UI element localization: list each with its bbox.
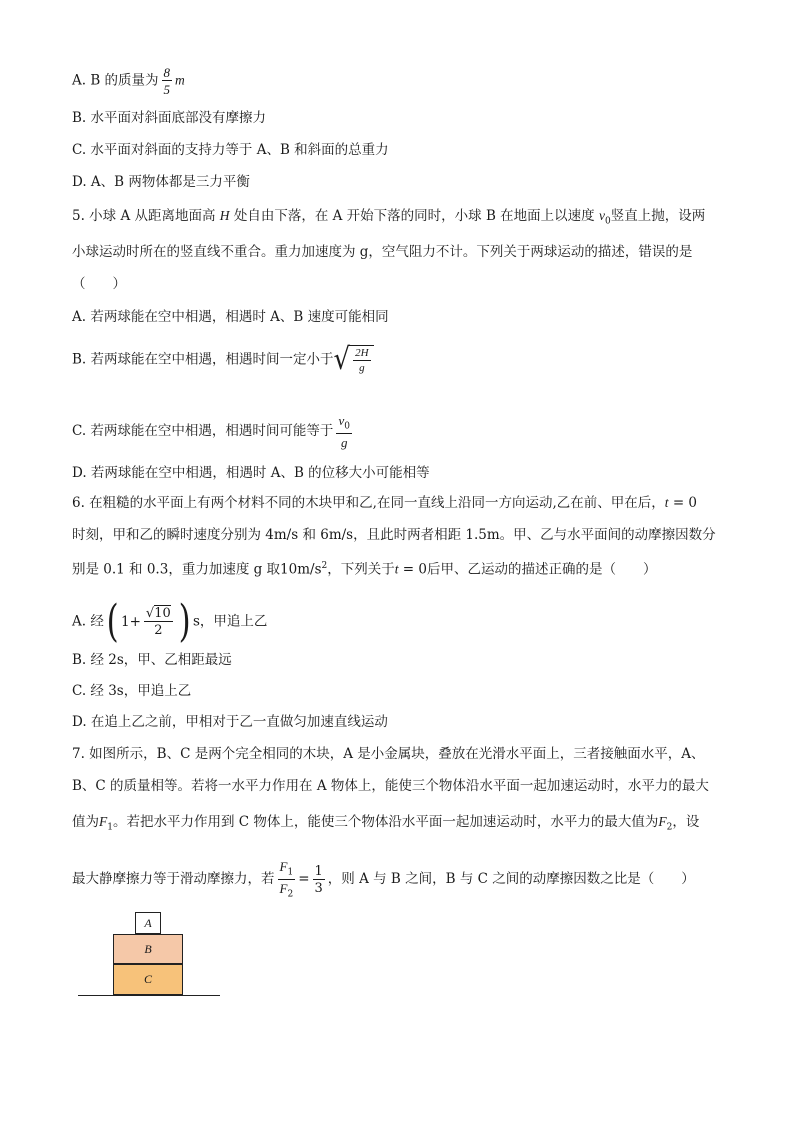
q6-stem-line1 xyxy=(72,493,697,513)
frac-den: $F_2$ xyxy=(279,880,294,900)
gravity-exp: 2 xyxy=(321,561,328,571)
q5-stem-line1 xyxy=(72,206,705,232)
q6-text: 别是 0.1 和 0.3，重力加速度 g 取 xyxy=(72,561,281,578)
force-sub: 1 xyxy=(107,822,113,833)
fraction-one-third xyxy=(313,865,325,895)
force-var: F xyxy=(658,814,667,829)
frac-den: 3 xyxy=(314,880,323,896)
q5-stem-line3: （ ） xyxy=(72,276,126,292)
fraction-v0-over-g xyxy=(336,414,352,449)
radical-sign: √ xyxy=(333,342,351,378)
q5-option-c-text: C. 若两球能在空中相遇，相遇时间可能等于 xyxy=(72,422,334,439)
frac-den: g xyxy=(359,362,365,374)
q6-text: 6. 在粗糙的水平面上有两个材料不同的木块甲和乙,在同一直线上沿同一方向运动,乙在前、甲在后， xyxy=(72,495,665,511)
q6-option-a xyxy=(72,596,268,647)
q6-stem-line2: 时刻，甲和乙的瞬时速度分别为 4m/s 和 6m/s，且此时两者相距 1.5m。甲、乙与水平面间的动摩擦因数分 xyxy=(72,527,716,543)
q6-option-a-text: A. 经 xyxy=(72,613,104,630)
q4-option-a xyxy=(72,66,185,96)
velocity-var: v xyxy=(598,208,605,223)
mass-var: m xyxy=(175,72,185,88)
sqrt-body xyxy=(350,345,373,375)
q6-text: = 0后甲、乙运动的描述正确的是（ ） xyxy=(398,561,657,578)
force-var: F xyxy=(99,814,108,829)
frac-den: 2 xyxy=(154,623,163,638)
frac-num: $v_0$ xyxy=(338,413,350,432)
block-b-label: B xyxy=(144,941,152,956)
q6-option-d: D. 在追上乙之前，甲相对于乙一直做匀加速直线运动 xyxy=(72,714,388,730)
q5-option-a: A. 若两球能在空中相遇，相遇时 A、B 速度可能相同 xyxy=(72,309,389,325)
q5-option-d: D. 若两球能在空中相遇，相遇时 A、B 的位移大小可能相等 xyxy=(72,465,430,481)
q7-stem-line2: B、C 的质量相等。若将一水平力作用在 A 物体上，能使三个物体沿水平面一起加速运动时，水平力的最大 xyxy=(72,778,709,794)
q7-stem-line3 xyxy=(72,812,699,838)
time-var: t xyxy=(394,561,399,577)
force-sub: 2 xyxy=(666,822,673,833)
q6-option-a-suffix: s，甲追上乙 xyxy=(192,613,268,630)
block-b xyxy=(113,934,183,964)
q6-text: = 0 xyxy=(668,495,698,511)
time-var: t xyxy=(664,495,669,510)
q7-stem-line1: 7. 如图所示，B、C 是两个完全相同的木块，A 是小金属块，叠放在光滑水平面上，三者接触面水平，A、 xyxy=(72,746,705,762)
frac-num: 2H xyxy=(355,347,369,359)
frac-num: $F_1$ xyxy=(279,859,294,878)
q7-text: 值为 xyxy=(72,814,99,830)
q4-option-b: B. 水平面对斜面底部没有摩擦力 xyxy=(72,110,267,126)
q5-option-b xyxy=(72,342,374,378)
q6-option-c: C. 经 3s，甲追上乙 xyxy=(72,683,192,699)
q5-text: 5. 小球 A 从距离地面高 xyxy=(72,208,220,224)
q5-stem-line2: 小球运动时所在的竖直线不重合。重力加速度为 g，空气阻力不计。下列关于两球运动的描述，错误的是 xyxy=(72,244,693,260)
one-plus: 1+ xyxy=(121,614,141,630)
paren-expression: ( 1+ $\frac{√10}{2}$ ) xyxy=(106,596,191,647)
q5-text: 竖直上抛，设两 xyxy=(610,208,706,224)
frac-num: √10 xyxy=(145,606,171,621)
frac-den: 5 xyxy=(163,82,171,97)
q7-text: ，设 xyxy=(672,814,700,830)
velocity-sub: 0 xyxy=(604,216,611,227)
frac-den: g xyxy=(340,434,348,450)
q4-option-a-text: A. B 的质量为 xyxy=(72,72,159,89)
block-a-label: A xyxy=(144,915,152,930)
q5-option-c xyxy=(72,414,355,449)
q6-stem-line3 xyxy=(72,556,657,580)
frac-num: 1 xyxy=(314,863,323,879)
frac-num: 8 xyxy=(163,65,171,80)
gravity-value: 10m/s xyxy=(280,561,322,578)
sqrt-2h-over-g xyxy=(333,342,374,378)
q7-text: ，则 A 与 B 之间，B 与 C 之间的动摩擦因数之比是（ ） xyxy=(327,871,695,888)
q7-text: 。若把水平力作用到 C 物体上，能使三个物体沿水平面一起加速运动时，水平力的最大值为 xyxy=(112,814,659,830)
height-var: H xyxy=(219,208,230,223)
q5-option-b-text: B. 若两球能在空中相遇，相遇时间一定小于 xyxy=(72,351,334,368)
block-c-label: C xyxy=(143,972,152,986)
q6-text: ，下列关于 xyxy=(327,561,395,578)
fraction-eight-fifths xyxy=(162,66,173,96)
ground-line xyxy=(78,995,220,996)
fraction-sqrt10-over-2 xyxy=(144,607,173,637)
block-a xyxy=(135,912,161,934)
q4-option-c: C. 水平面对斜面的支持力等于 A、B 和斜面的总重力 xyxy=(72,142,389,158)
fraction-f1-over-f2 xyxy=(278,860,296,899)
q4-option-d: D. A、B 两物体都是三力平衡 xyxy=(72,174,250,190)
q7-stem-line4: 最大静摩擦力等于滑动摩擦力，若 $\frac{F_1}{F_2}$ = $\frac{1}{3}$ ，则 A 与 B 之间，B 与 C 之间的动摩擦因数之比是（ ） xyxy=(72,859,695,900)
q7-text: 最大静摩擦力等于滑动摩擦力，若 xyxy=(72,871,275,888)
q5-text: 处自由下落，在 A 开始下落的同时，小球 B 在地面上以速度 xyxy=(229,208,599,224)
block-c xyxy=(113,964,183,995)
q6-option-b: B. 经 2s，甲、乙相距最远 xyxy=(72,652,232,668)
